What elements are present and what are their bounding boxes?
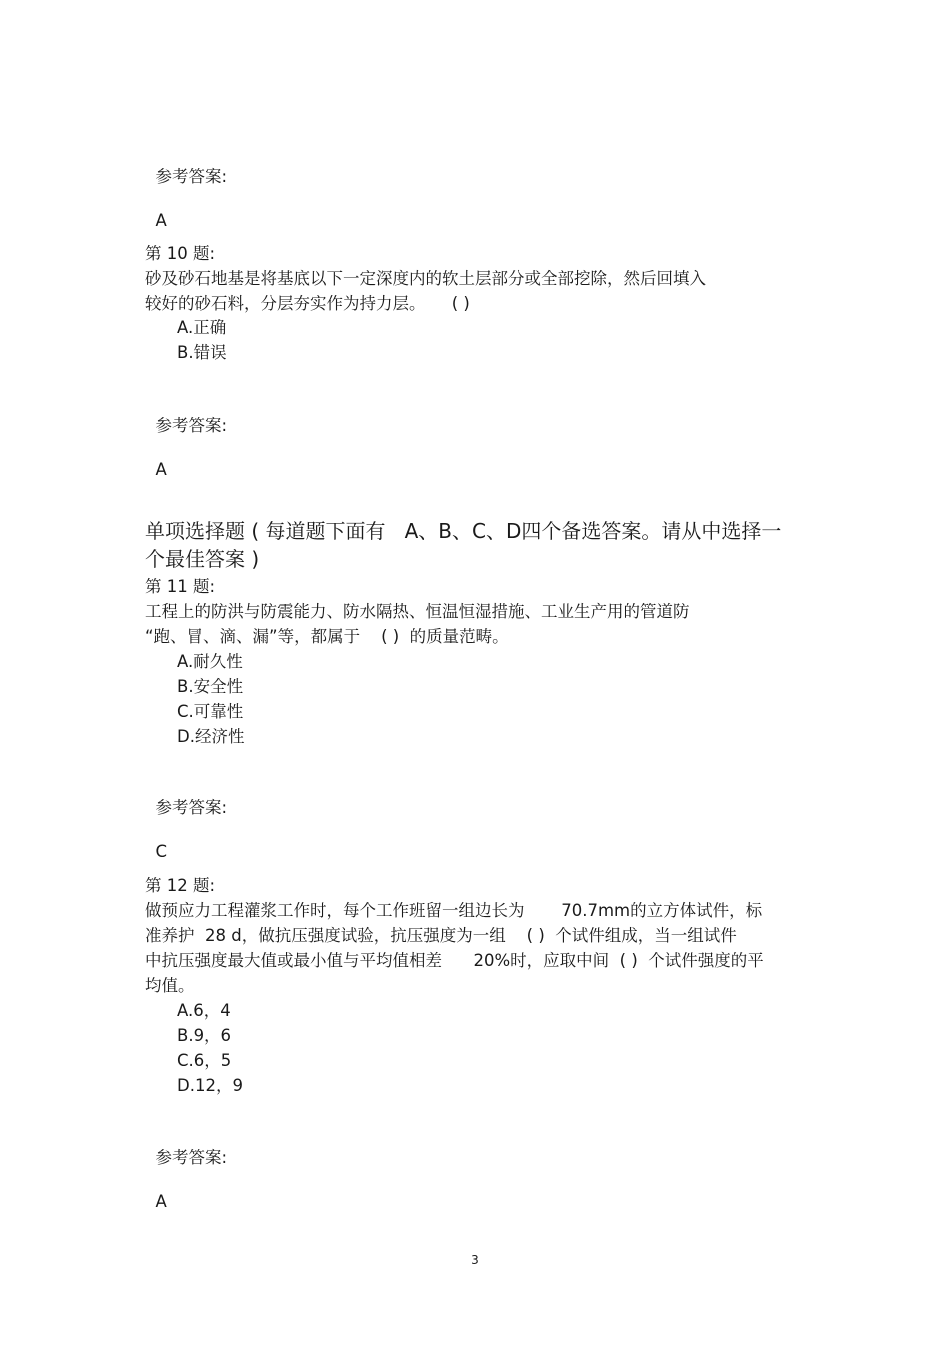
answer-value: A xyxy=(155,460,167,479)
section-heading-line-2: 个最佳答案 ) xyxy=(145,547,260,571)
question-11-option-c: C.可靠性 xyxy=(177,702,244,721)
question-11-option-a: A.耐久性 xyxy=(177,652,243,671)
question-12-stem-line-4: 均值。 xyxy=(145,976,195,995)
question-12-stem-line-3: 中抗压强度最大值或最小值与平均值相差 20%时，应取中间 ( ) 个试件强度的平 xyxy=(145,951,764,970)
question-10-option-b: B.错误 xyxy=(177,343,227,362)
question-10-number: 第 10 题: xyxy=(145,244,216,263)
question-11-answer-row xyxy=(145,775,227,863)
question-12-answer-row xyxy=(145,1125,227,1213)
question-12-option-c: C.6，5 xyxy=(177,1051,232,1070)
answer-value: C xyxy=(155,842,168,861)
question-12-stem-line-1: 做预应力工程灌浆工作时，每个工作班留一组边长为 70.7mm的立方体试件，标 xyxy=(145,901,763,920)
question-12-stem-line-2: 准养护 28 d，做抗压强度试验，抗压强度为一组 ( ) 个试件组成，当一组试件 xyxy=(145,926,737,945)
question-11-stem-line-2: “跑、冒、滴、漏”等，都属于 ( ) 的质量范畴。 xyxy=(145,627,509,646)
question-12-option-d: D.12，9 xyxy=(177,1076,243,1095)
answer-label: 参考答案: xyxy=(155,416,228,435)
question-11-option-b: B.安全性 xyxy=(177,677,244,696)
answer-label: 参考答案: xyxy=(155,167,228,186)
question-12-number: 第 12 题: xyxy=(145,876,216,895)
question-12-option-a: A.6，4 xyxy=(177,1001,231,1020)
question-10-option-a: A.正确 xyxy=(177,318,227,337)
answer-value: A xyxy=(155,211,167,230)
question-12-option-b: B.9，6 xyxy=(177,1026,232,1045)
question-11-number: 第 11 题: xyxy=(145,577,216,596)
question-10-answer-row xyxy=(145,393,227,481)
answer-label: 参考答案: xyxy=(155,1148,228,1167)
question-11-stem-line-1: 工程上的防洪与防震能力、防水隔热、恒温恒湿措施、工业生产用的管道防 xyxy=(145,602,690,621)
page-number: 3 xyxy=(471,1253,479,1267)
section-heading-line-1: 单项选择题 ( 每道题下面有 A、B、C、D四个备选答案。请从中选择一 xyxy=(145,519,782,543)
question-11-option-d: D.经济性 xyxy=(177,727,245,746)
question-10-stem-line-2: 较好的砂石料，分层夯实作为持力层。 ( ) xyxy=(145,294,470,313)
answer-value: A xyxy=(155,1192,167,1211)
answer-label: 参考答案: xyxy=(155,798,228,817)
question-10-stem-line-1: 砂及砂石地基是将基底以下一定深度内的软土层部分或全部挖除，然后回填入 xyxy=(145,269,706,288)
top-answer-row xyxy=(145,144,227,232)
